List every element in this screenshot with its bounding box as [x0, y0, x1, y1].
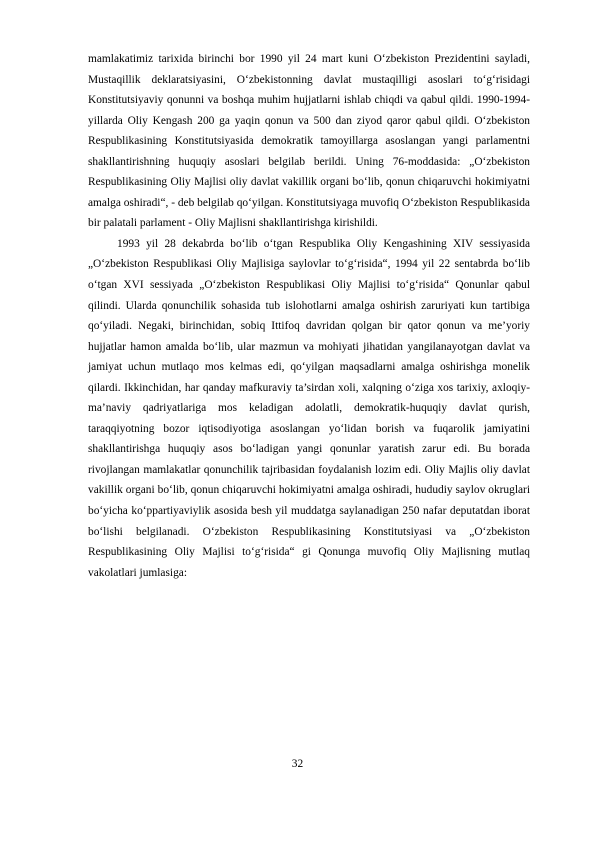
page-number: 32 — [291, 758, 304, 770]
paragraph-continuation: mamlakatimiz tarixida birinchi bor 1990 yil 24 mart kuni O‘zbekiston Prezidentini sayladi, Mustaqillik deklaratsiyasini, O‘zbekistonning davlat mustaqilligi asoslari to‘g‘risidagi Konstitutsiyaviy qonunni va boshqa muhim hujjatlarni ishlab chiqdi va qabul qildi. 1990-1994-yillarda Oliy Kengash 200 ga yaqin qonun va 500 dan ziyod qaror qabul qildi. O‘zbekiston Respublikasining Konstitutsiyasida demokratik tamoyillarga asoslangan yangi parlamentni shakllantirishning huquqiy asoslari belgilab berildi. Uning 76-moddasida: „O‘zbekiston Respublikasining Oliy Majlisi oliy davlat vakillik organi bo‘lib, qonun chiqaruvchi hokimiyatni amalga oshiradi“, - deb belgilab qo‘yilgan. Konstitutsiyaga muvofiq O‘zbekiston Respublikasida bir palatali parlament - Oliy Majlisni shakllantirishga kirishildi. — [88, 53, 530, 230]
paragraph-legislation-1993: 1993 yil 28 dekabrda bo‘lib o‘tgan Respublika Oliy Kengashining XIV sessiyasida „O‘zbekiston Respublikasi Oliy Majlisiga saylovlar to‘g‘risida“, 1994 yil 22 sentabrda bo‘lib o‘tgan XVI sessiyada „O‘zbekiston Respublikasi Oliy Majlisi to‘g‘risida“ Qonunlar qabul qilindi. Ularda qonunchilik sohasida tub islohotlarni amalga oshirish zaruriyati kun tartibiga qo‘yiladi. Negaki, birinchidan, sobiq Ittifoq davridan qolgan bir qator qonun va me’yoriy hujjatlar hamon amalda bo‘lib, ular mazmun va mohiyati jihatidan yangilanayotgan davlat va jamiyat uchun mutlaqo mos kelmas edi, qo‘yilgan maqsadlarni amalga oshirishga monelik qilardi. Ikkinchidan, har qanday mafkuraviy ta’sirdan xoli, xalqning o‘ziga xos tarixiy, axloqiy-ma’naviy qadriyatlariga mos keladigan adolatli, demokratik-huquqiy davlat qurish, taraqqiyotning bozor iqtisodiyotiga asoslangan yo‘lidan borish va fuqarolik jamiyatini shakllantirishga huquqiy asos bo‘ladigan yangi qonunlar yaratish zarur edi. Bu borada rivojlangan mamlakatlar qonunchilik tajribasidan foydalanish lozim edi. Oliy Majlis oliy davlat vakillik organi bo‘lib, qonun chiqaruvchi hokimiyatni amalga oshiradi, hududiy saylov okruglari bo‘yicha ko‘ppartiyaviylik asosida besh yil muddatga saylanadigan 250 nafar deputatdan iborat bo‘lishi belgilanadi. O‘zbekiston Respublikasining Konstitutsiyasi va „O‘zbekiston Respublikasining Oliy Majlisi to‘g‘risida“ gi Qonunga muvofiq Oliy Majlisning mutlaq vakolatlari jumlasiga: — [88, 237, 530, 579]
document-body — [88, 49, 530, 583]
